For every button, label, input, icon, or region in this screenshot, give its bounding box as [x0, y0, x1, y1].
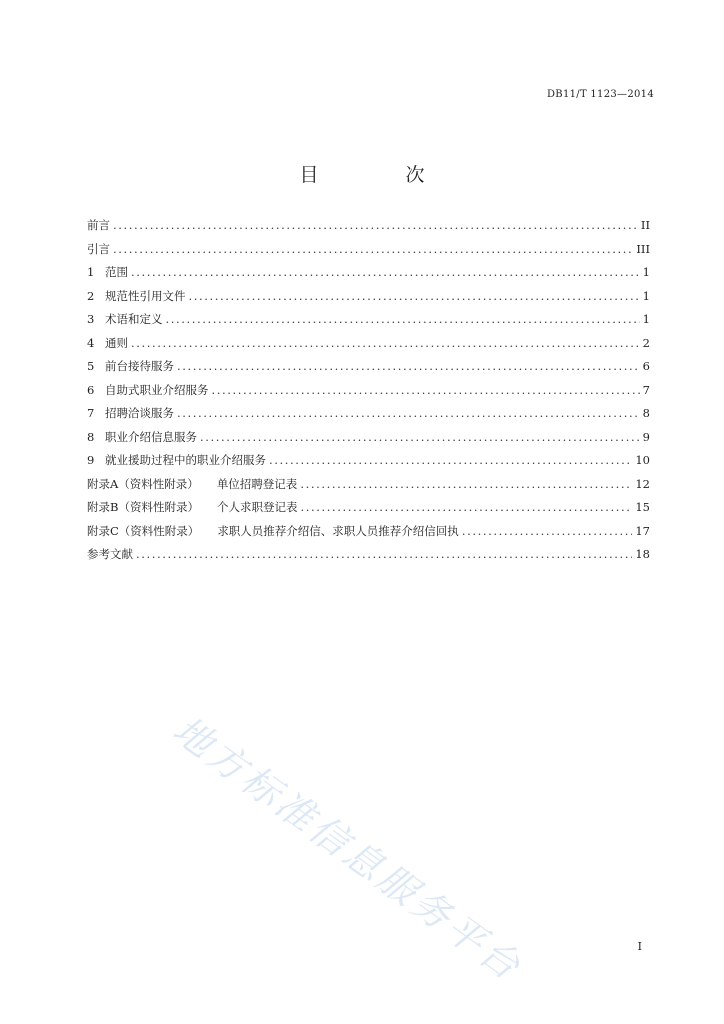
toc-page-number: 18	[635, 547, 650, 561]
page-number: I	[637, 940, 642, 953]
watermark: 地方标准信息服务平台	[165, 707, 531, 991]
toc-entry-8[interactable]	[87, 430, 650, 454]
toc-label: 术语和定义	[105, 312, 163, 326]
toc-page-number: 17	[635, 523, 650, 538]
document-code: DB11/T 1123—2014	[546, 89, 654, 100]
toc-label: 规范性引用文件	[105, 288, 186, 303]
toc-entry-references[interactable]	[87, 547, 650, 571]
toc-leader-dots	[113, 218, 638, 233]
toc-appendix-title: 求职人员推荐介绍信、求职人员推荐介绍信回执	[217, 523, 459, 538]
toc-leader-dots	[189, 289, 640, 304]
toc-leader-dots	[166, 312, 640, 327]
toc-page-number: 8	[642, 406, 650, 420]
toc-entry-introduction[interactable]	[87, 242, 650, 266]
toc-entry-foreword[interactable]	[87, 218, 650, 242]
toc-leader-dots	[462, 524, 633, 539]
toc-page-number: 7	[642, 382, 650, 397]
toc-appendix-title: 单位招聘登记表	[216, 476, 298, 491]
toc-appendix-type: 附录A（资料性附录）	[87, 476, 199, 491]
toc-leader-dots	[113, 242, 633, 257]
toc-leader-dots	[269, 453, 632, 468]
toc-section-number: 1	[87, 265, 95, 279]
table-of-contents	[87, 218, 650, 571]
toc-leader-dots	[177, 359, 640, 374]
toc-label: 参考文献	[87, 547, 133, 561]
toc-entry-3[interactable]	[87, 312, 650, 336]
toc-entry-1[interactable]	[87, 265, 650, 289]
toc-appendix-type: 附录C（资料性附录）	[87, 523, 200, 538]
toc-leader-dots	[212, 383, 640, 398]
toc-page-number: III	[636, 241, 650, 256]
toc-entry-appendix-a[interactable]	[87, 477, 650, 501]
toc-page-number: 1	[642, 265, 650, 279]
toc-page-number: 9	[642, 429, 650, 444]
toc-section-number: 7	[87, 406, 95, 420]
toc-label: 范围	[105, 265, 128, 279]
toc-page-number: 6	[642, 359, 650, 373]
toc-page-number: 1	[642, 312, 650, 326]
toc-label: 自助式职业介绍服务	[105, 382, 209, 397]
toc-page-number: II	[640, 218, 650, 232]
toc-section-number: 5	[87, 359, 95, 373]
toc-label: 职业介绍信息服务	[105, 429, 197, 444]
toc-leader-dots	[300, 477, 632, 492]
toc-label: 就业援助过程中的职业介绍服务	[105, 453, 266, 467]
toc-label: 通则	[105, 335, 128, 350]
toc-leader-dots	[177, 406, 640, 421]
toc-entry-4[interactable]	[87, 336, 650, 360]
toc-leader-dots	[136, 547, 632, 562]
toc-leader-dots	[300, 500, 632, 515]
toc-appendix-type: 附录B（资料性附录）	[87, 500, 199, 514]
toc-label: 引言	[87, 241, 110, 256]
toc-entry-appendix-b[interactable]	[87, 500, 650, 524]
toc-entry-appendix-c[interactable]	[87, 524, 650, 548]
toc-section-number: 4	[87, 335, 95, 350]
toc-label: 招聘洽谈服务	[105, 406, 174, 420]
toc-page-number: 10	[635, 453, 650, 467]
toc-label: 前言	[87, 218, 110, 232]
toc-section-number: 2	[87, 288, 95, 303]
toc-entry-5[interactable]	[87, 359, 650, 383]
toc-page-number: 15	[635, 500, 650, 514]
toc-section-number: 8	[87, 429, 95, 444]
toc-section-number: 3	[87, 312, 95, 326]
toc-label: 前台接待服务	[105, 359, 174, 373]
toc-entry-6[interactable]	[87, 383, 650, 407]
toc-appendix-title: 个人求职登记表	[216, 500, 298, 514]
toc-page-number: 1	[642, 288, 650, 303]
toc-section-number: 6	[87, 382, 95, 397]
toc-leader-dots	[200, 430, 640, 445]
toc-page-number: 12	[635, 476, 650, 491]
toc-entry-7[interactable]	[87, 406, 650, 430]
toc-section-number: 9	[87, 453, 95, 467]
toc-leader-dots	[131, 265, 640, 280]
toc-entry-2[interactable]	[87, 289, 650, 313]
toc-page-number: 2	[642, 335, 650, 350]
page-title: 目 次	[299, 164, 459, 186]
toc-leader-dots	[131, 336, 640, 351]
toc-entry-9[interactable]	[87, 453, 650, 477]
